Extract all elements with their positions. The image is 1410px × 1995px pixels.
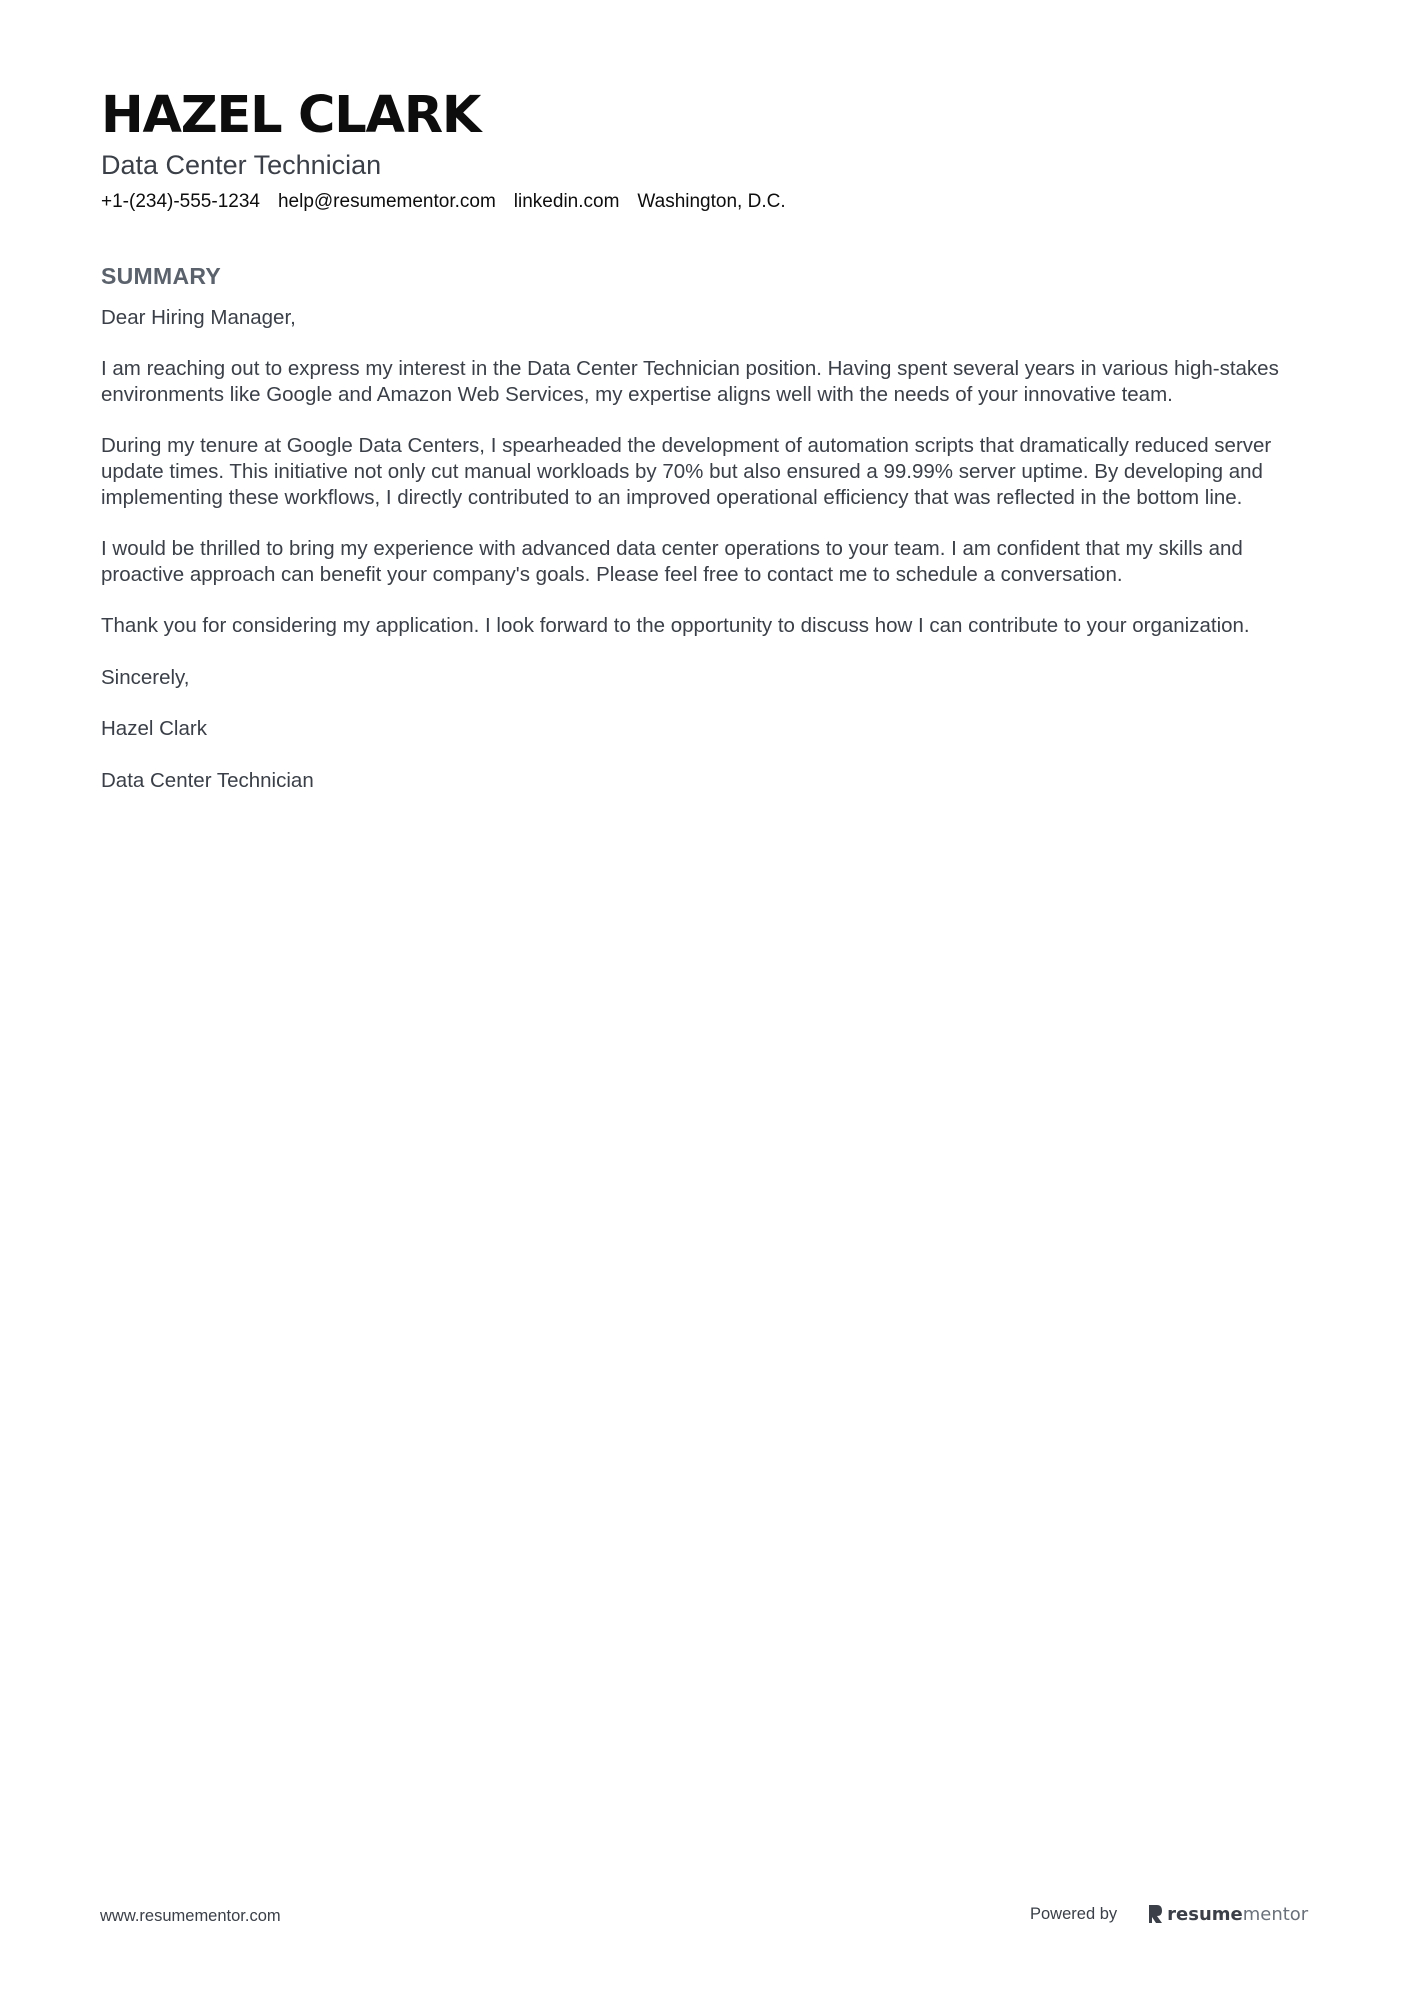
- contact-linkedin[interactable]: linkedin.com: [513, 191, 620, 212]
- brand-bold: resume: [1167, 1903, 1243, 1925]
- job-title: Data Center Technician: [101, 150, 382, 180]
- signature-title: Data Center Technician: [101, 768, 314, 792]
- powered-by-label: Powered by: [1030, 1904, 1118, 1923]
- summary-heading: SUMMARY: [101, 263, 222, 289]
- brand-light: mentor: [1242, 1903, 1309, 1925]
- contact-location: Washington, D.C.: [637, 191, 786, 212]
- salutation: Dear Hiring Manager,: [101, 306, 296, 329]
- footer-website[interactable]: www.resumementor.com: [100, 1907, 281, 1925]
- contact-phone[interactable]: +1-(234)-555-1234: [101, 191, 260, 212]
- contact-row: [101, 190, 1281, 214]
- letter-paragraph: Thank you for considering my application. I look forward to the opportunity to discuss how I can contribute to your organization.: [101, 614, 1250, 638]
- brand-logo-text[interactable]: [1167, 1904, 1308, 1925]
- applicant-name: HAZEL CLARK: [101, 86, 481, 145]
- contact-email[interactable]: help@resumementor.com: [277, 191, 496, 212]
- footer-branding: [1030, 1899, 1308, 1929]
- signature-name: Hazel Clark: [101, 717, 207, 741]
- letter-paragraph: I would be thrilled to bring my experience with advanced data center operations to your team. I am confident that my skills and proactive approach can benefit your company's goals. Please feel free to contact me to schedule a conversation.: [101, 537, 1243, 586]
- letter-paragraph: During my tenure at Google Data Centers, I spearheaded the development of automation scripts that dramatically reduced server update times. This initiative not only cut manual workloads by 70% but also ensured a 99.99% server uptime. By developing and implementing these workflows, I directly contributed to an improved operational efficiency that was reflected in the bottom line.: [101, 434, 1272, 509]
- letter-body: [101, 305, 1281, 793]
- letter-paragraph: I am reaching out to express my interest in the Data Center Technician position. Having spent several years in various high-stakes environments like Google and Amazon Web Services, my expertise aligns well with the needs of your innovative team.: [101, 357, 1279, 407]
- closing: Sincerely,: [101, 665, 190, 689]
- cover-letter: [101, 86, 1281, 819]
- resumementor-logo-icon: [1147, 1903, 1163, 1925]
